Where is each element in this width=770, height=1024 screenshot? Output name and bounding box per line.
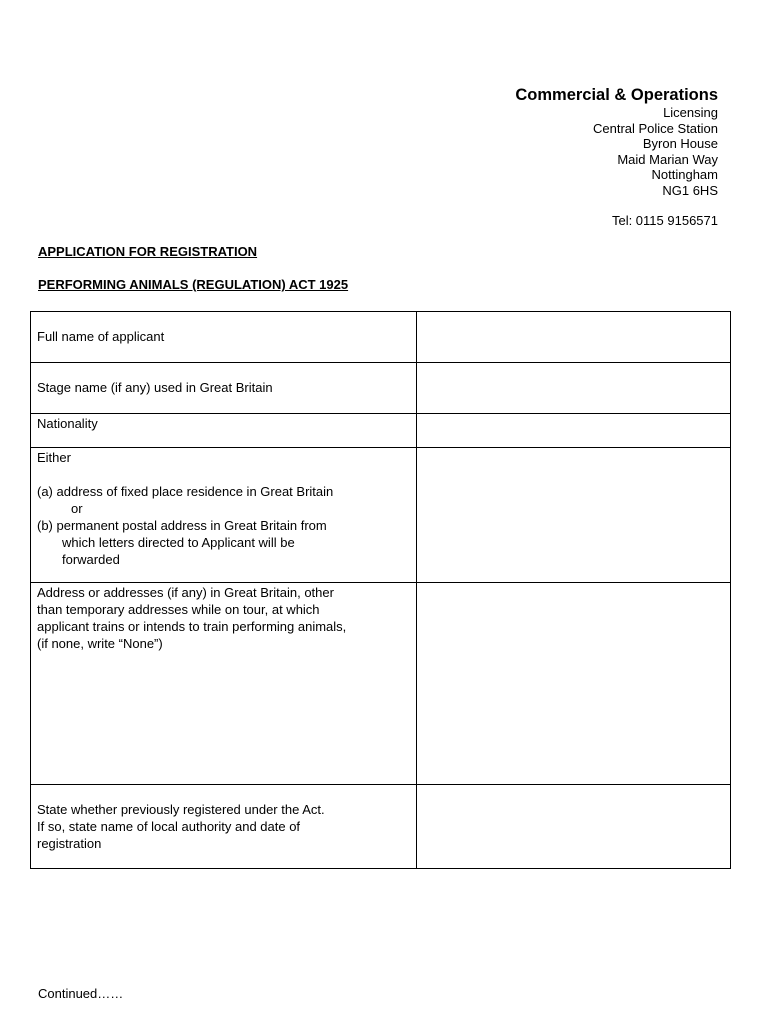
previous-registration-text-3: registration xyxy=(37,836,102,851)
org-title: Commercial & Operations xyxy=(515,86,718,104)
form-row-nationality xyxy=(31,414,731,448)
option-b-text-1: (b) permanent postal address in Great Britain from xyxy=(37,518,327,533)
registration-form-table xyxy=(30,311,731,869)
option-b-text-2: which letters directed to Applicant will be xyxy=(62,535,295,550)
address-block xyxy=(515,85,718,229)
application-heading: APPLICATION FOR REGISTRATION xyxy=(38,244,258,259)
option-a-text: (a) address of fixed place residence in Great Britain xyxy=(37,484,334,499)
previous-registration-label xyxy=(31,785,417,869)
telephone: Tel: 0115 9156571 xyxy=(611,213,718,228)
previous-registration-text-1: State whether previously registered under the Act. xyxy=(37,802,325,817)
continued-note: Continued…… xyxy=(38,986,124,1001)
or-text: or xyxy=(71,501,83,516)
training-addresses-text-4: (if none, write “None”) xyxy=(37,636,163,651)
full-name-field[interactable] xyxy=(417,312,731,363)
address-line-licensing: Licensing xyxy=(663,105,718,120)
residence-address-label xyxy=(31,448,417,583)
residence-address-field[interactable] xyxy=(417,448,731,583)
training-addresses-field[interactable] xyxy=(417,583,731,785)
act-heading: PERFORMING ANIMALS (REGULATION) ACT 1925 xyxy=(38,277,349,292)
training-addresses-text-1: Address or addresses (if any) in Great Britain, other xyxy=(37,585,334,600)
address-line-postcode: NG1 6HS xyxy=(662,182,718,198)
stage-name-label: Stage name (if any) used in Great Britain xyxy=(31,363,417,414)
form-row-stage-name xyxy=(31,363,731,414)
full-name-label: Full name of applicant xyxy=(31,312,417,363)
address-line-station: Central Police Station xyxy=(592,120,718,136)
previous-registration-field[interactable] xyxy=(417,785,731,869)
training-addresses-text-3: applicant trains or intends to train performing animals, xyxy=(37,619,347,634)
option-b-text-3: forwarded xyxy=(62,552,120,567)
form-row-residence-address xyxy=(31,448,731,583)
address-line-street: Maid Marian Way xyxy=(617,151,718,167)
training-addresses-label xyxy=(31,583,417,785)
nationality-field[interactable] xyxy=(417,414,731,448)
form-row-training-addresses xyxy=(31,583,731,785)
training-addresses-text-2: than temporary addresses while on tour, at which xyxy=(37,602,320,617)
address-line-city: Nottingham xyxy=(651,167,718,182)
previous-registration-text-2: If so, state name of local authority and date of xyxy=(37,819,301,834)
nationality-label: Nationality xyxy=(31,414,417,448)
address-line-house: Byron House xyxy=(642,136,718,151)
form-row-previous-registration xyxy=(31,785,731,869)
stage-name-field[interactable] xyxy=(417,363,731,414)
either-text: Either xyxy=(37,450,71,465)
form-row-full-name xyxy=(31,312,731,363)
